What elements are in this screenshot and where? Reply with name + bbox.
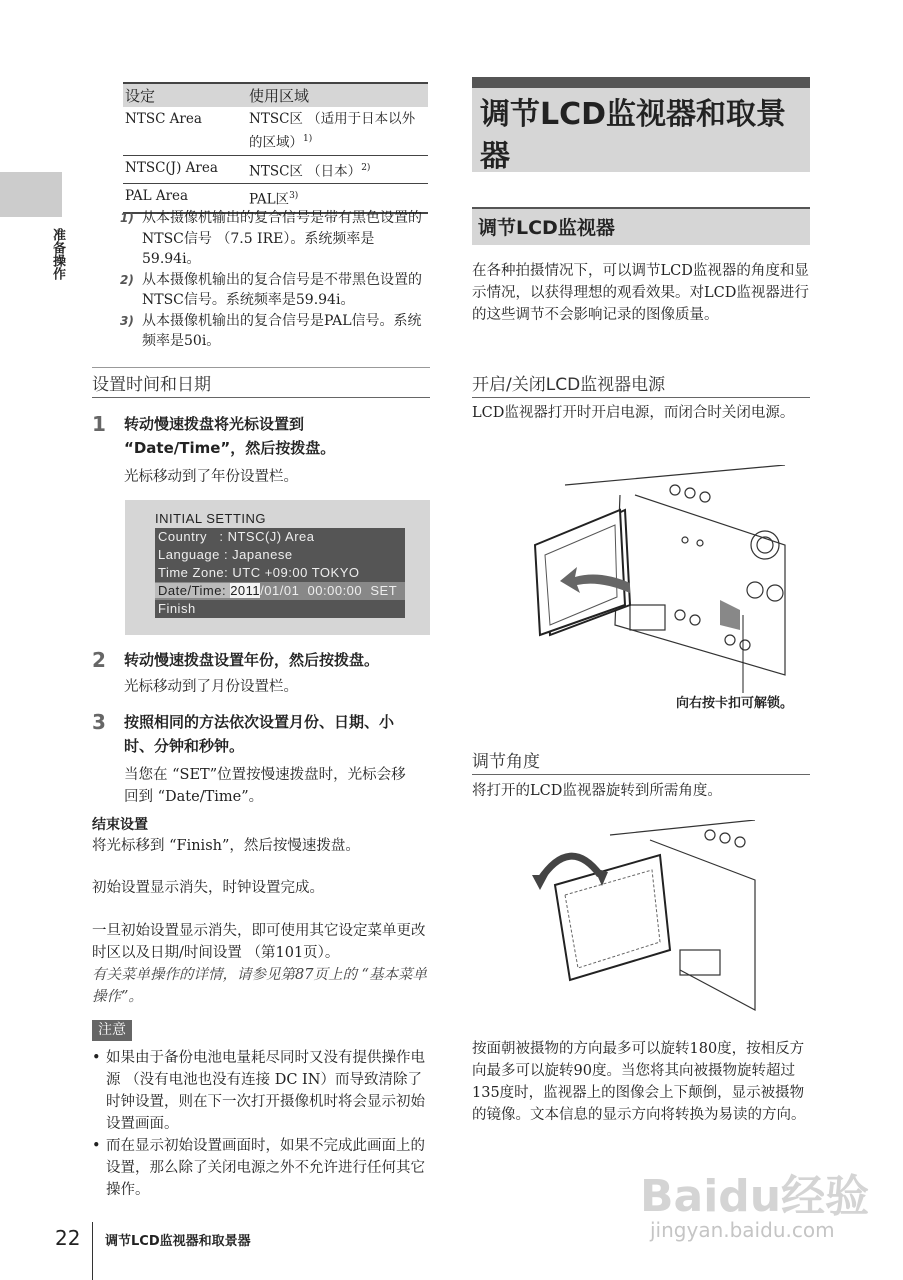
lcd-rotate-illustration xyxy=(530,820,760,1015)
footnote-number: 2) xyxy=(120,272,134,287)
finish-text: 将光标移到 “Finish”，然后按慢速拨盘。 xyxy=(92,838,360,854)
watermark-url: jingyan.baidu.com xyxy=(650,1218,835,1242)
cell: NTSC(J) Area xyxy=(125,159,218,176)
finish-block xyxy=(92,815,432,1201)
table-header: 设定 xyxy=(123,83,247,107)
cell: PAL区 xyxy=(249,191,290,208)
side-tab-marker xyxy=(0,172,62,217)
side-tab-label: 准备操作 xyxy=(50,228,65,280)
step-title: 按照相同的方法依次设置月份、日期、小时、分钟和秒钟。 xyxy=(124,713,395,755)
footnote-text: 从本摄像机输出的复合信号是PAL信号。系统频率是50i。 xyxy=(142,312,422,349)
cell: NTSC区 （日本） xyxy=(249,163,362,179)
reference-link[interactable]: 有关菜单操作的详情，请参见第87页上的 “基本菜单操作”。 xyxy=(92,967,427,1005)
rotation-text: 按面朝被摄物的方向最多可以旋转180度，按相反方向最多可以旋转90度。当您将其向被摄物旋转超过135度时，监视器上的图像会上下颠倒，显示被摄物的镜像。文本信息的显示方向将转换为易读的方向。 xyxy=(472,1041,806,1123)
power-text: LCD监视器打开时开启电源，而闭合时关闭电源。 xyxy=(472,405,795,421)
section-title: 调节LCD监视器 xyxy=(472,207,810,245)
screen-row-country: Country : NTSC(J) Area xyxy=(155,528,405,546)
step-desc: 光标移动到了年份设置栏。 xyxy=(124,469,298,485)
initial-setting-screen xyxy=(125,500,430,635)
angle-text: 将打开的LCD监视器旋转到所需角度。 xyxy=(472,783,722,799)
angle-heading: 调节角度 xyxy=(472,747,810,775)
intro-paragraph: 在各种拍摄情况下，可以调节LCD监视器的角度和显示情况，以获得理想的观看效果。对LCD监视器进行的这些调节不会影响记录的图像质量。 xyxy=(472,263,809,323)
footnote-number: 1) xyxy=(120,211,134,225)
year-cursor: 2011 xyxy=(230,583,261,598)
footnote xyxy=(120,208,432,270)
cell: NTSC Area xyxy=(125,111,202,127)
note-item: • 而在显示初始设置画面时，如果不完成此画面上的设置，那么除了关闭电源之外不允许进行任何其它操作。 xyxy=(92,1135,432,1201)
chapter-title: 调节LCD监视器和取景器 xyxy=(480,97,787,174)
footnote xyxy=(120,270,432,311)
step-1 xyxy=(92,412,412,488)
note-text: 如果由于备份电池电量耗尽同时又没有提供操作电源 （没有电池也没有连接 DC IN）而导致清除了时钟设置，则在下一次打开摄像机时将会显示初始设置画面。 xyxy=(106,1050,425,1132)
footnote-ref: 2) xyxy=(361,162,371,173)
step-2 xyxy=(92,648,432,698)
screen-row-finish: Finish xyxy=(155,600,405,618)
step-desc: 光标移动到了月份设置栏。 xyxy=(124,679,298,695)
note-text: 而在显示初始设置画面时，如果不完成此画面上的设置，那么除了关闭电源之外不允许进行任何其它操作。 xyxy=(106,1138,425,1198)
note-label: 注意 xyxy=(92,1020,132,1041)
watermark-brand: Baidu经验 xyxy=(640,1171,870,1222)
screen-row-timezone: Time Zone: UTC +09:00 TOKYO xyxy=(155,564,405,582)
footnote-text: 从本摄像机输出的复合信号是不带黑色设置的NTSC信号。系统频率是59.94i。 xyxy=(142,271,422,308)
section-heading: 设置时间和日期 xyxy=(92,367,430,398)
page-number: 22 xyxy=(55,1226,81,1250)
footer-title: 调节LCD监视器和取景器 xyxy=(105,1234,251,1249)
step-title: 转动慢速拨盘将光标设置到 “Date/Time”，然后按拨盘。 xyxy=(124,415,336,457)
footnote-text: 从本摄像机输出的复合信号是带有黑色设置的NTSC信号 （7.5 IRE）。系统频率是59.94i。 xyxy=(142,210,422,267)
step-number: 1 xyxy=(92,412,106,436)
cell: NTSC区 （适用于日本以外的区域） xyxy=(249,111,416,151)
footnote-ref: 3) xyxy=(289,191,299,201)
power-heading: 开启/关闭LCD监视器电源 xyxy=(472,370,810,398)
footer-divider xyxy=(92,1222,93,1280)
step-number: 3 xyxy=(92,710,106,734)
area-table xyxy=(123,82,428,214)
datetime-value: /01/01 00:00:00 SET xyxy=(260,583,398,598)
notes-list xyxy=(92,1047,432,1201)
footnotes xyxy=(120,208,432,352)
lcd-open-illustration xyxy=(505,465,795,695)
footnote xyxy=(120,311,432,352)
note-item: • 如果由于备份电池电量耗尽同时又没有提供操作电源 （没有电池也没有连接 DC IN）而导致清除了时钟设置，则在下一次打开摄像机时将会显示初始设置画面。 xyxy=(92,1047,432,1135)
footnote-number: 3) xyxy=(120,313,134,328)
screen-row-language: Language : Japanese xyxy=(155,546,405,564)
paragraph: 一旦初始设置显示消失，即可使用其它设定菜单更改时区以及日期/时间设置 （第101页）。 xyxy=(92,923,426,961)
table-header: 使用区域 xyxy=(247,83,428,107)
screen-row-datetime xyxy=(155,582,405,600)
step-desc: 当您在 “SET”位置按慢速拨盘时，光标会移回到 “Date/Time”。 xyxy=(124,767,406,805)
footnote-ref: 1) xyxy=(303,134,313,144)
datetime-label: Date/Time: xyxy=(155,583,230,598)
step-3 xyxy=(92,710,412,808)
step-title: 转动慢速拨盘设置年份，然后按拨盘。 xyxy=(124,651,380,669)
screen-title: INITIAL SETTING xyxy=(155,511,267,526)
finish-heading: 结束设置 xyxy=(92,817,148,833)
chapter-title-box xyxy=(472,77,810,172)
table-row xyxy=(123,155,428,184)
watermark-logo xyxy=(640,1160,869,1224)
table-row xyxy=(123,107,428,155)
illustration-caption: 向右按卡扣可解锁。 xyxy=(676,696,794,711)
step-number: 2 xyxy=(92,648,106,672)
paragraph: 初始设置显示消失，时钟设置完成。 xyxy=(92,880,324,896)
cell: PAL Area xyxy=(125,188,189,204)
